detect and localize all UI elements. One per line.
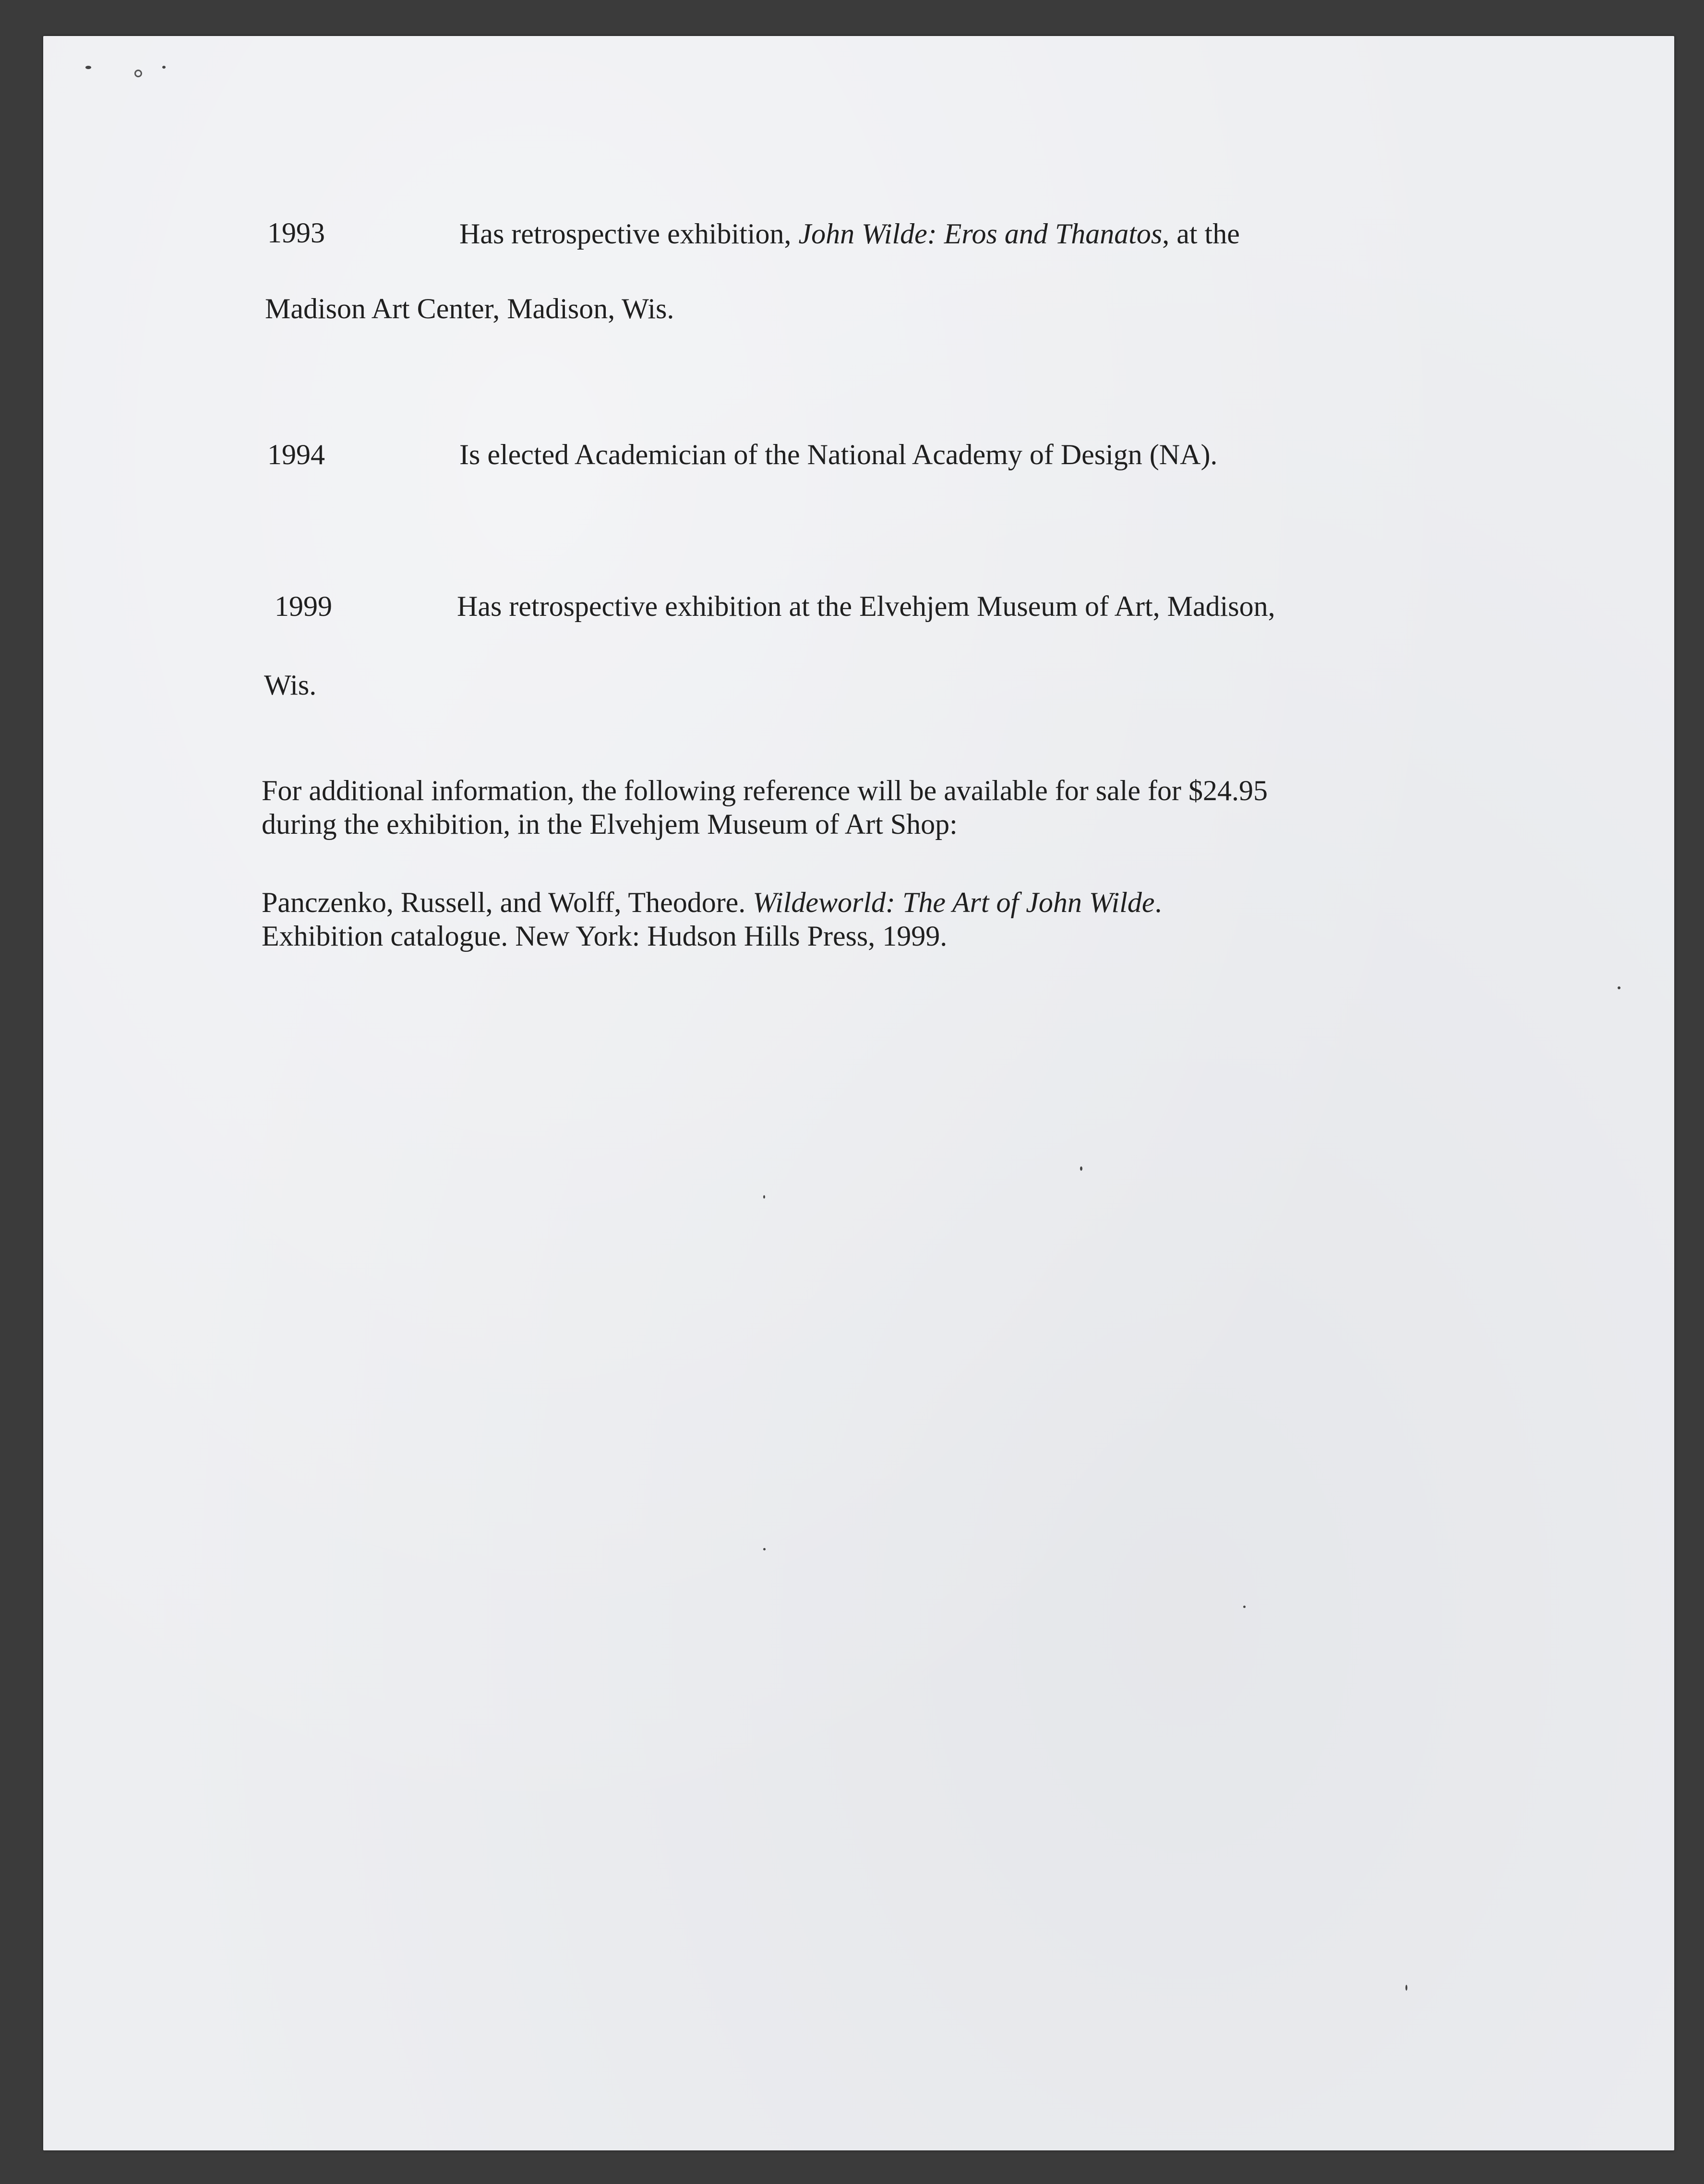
reference-period: .: [1154, 887, 1162, 918]
entry-1993-continuation: Madison Art Center, Madison, Wis.: [265, 293, 674, 324]
dust-speck-3: [763, 1548, 766, 1550]
top-left-mark-3: [162, 66, 166, 69]
reference-authors: Panczenko, Russell, and Wolff, Theodore.: [262, 887, 753, 918]
reference-book-title: Wildeworld: The Art of John Wilde: [753, 887, 1155, 918]
info-line-2: during the exhibition, in the Elvehjem Museum of Art Shop:: [262, 808, 958, 840]
entry-1994-year: 1994: [267, 439, 325, 470]
top-left-mark-1: [85, 66, 91, 69]
entry-1993-exhibition-title: John Wilde: Eros and Thanatos: [798, 218, 1163, 250]
entry-1993-pre: Has retrospective exhibition,: [459, 218, 799, 250]
dust-speck-5: [763, 1195, 765, 1199]
dust-speck-2: [1080, 1166, 1082, 1171]
dust-speck-1: [1618, 986, 1620, 989]
reference-line-2: Exhibition catalogue. New York: Hudson Hills Press, 1999.: [262, 920, 948, 952]
entry-1999-text: Has retrospective exhibition at the Elvehjem Museum of Art, Madison,: [457, 590, 1275, 622]
dust-speck-6: [1405, 1985, 1407, 1991]
entry-1999-continuation: Wis.: [264, 669, 317, 701]
document-page: [43, 36, 1674, 2150]
entry-1993-post: , at the: [1162, 218, 1240, 250]
entry-1994-text: Is elected Academician of the National Academy of Design (NA).: [459, 439, 1218, 470]
top-left-mark-2: [134, 70, 142, 77]
reference-line-1: [262, 888, 1162, 917]
entry-1993-text: [459, 219, 1240, 248]
dust-speck-4: [1243, 1606, 1246, 1608]
entry-1999-year: 1999: [275, 590, 332, 622]
info-line-1: For additional information, the following reference will be available for sale for $24.95: [262, 775, 1268, 806]
entry-1993-year: 1993: [267, 217, 325, 249]
